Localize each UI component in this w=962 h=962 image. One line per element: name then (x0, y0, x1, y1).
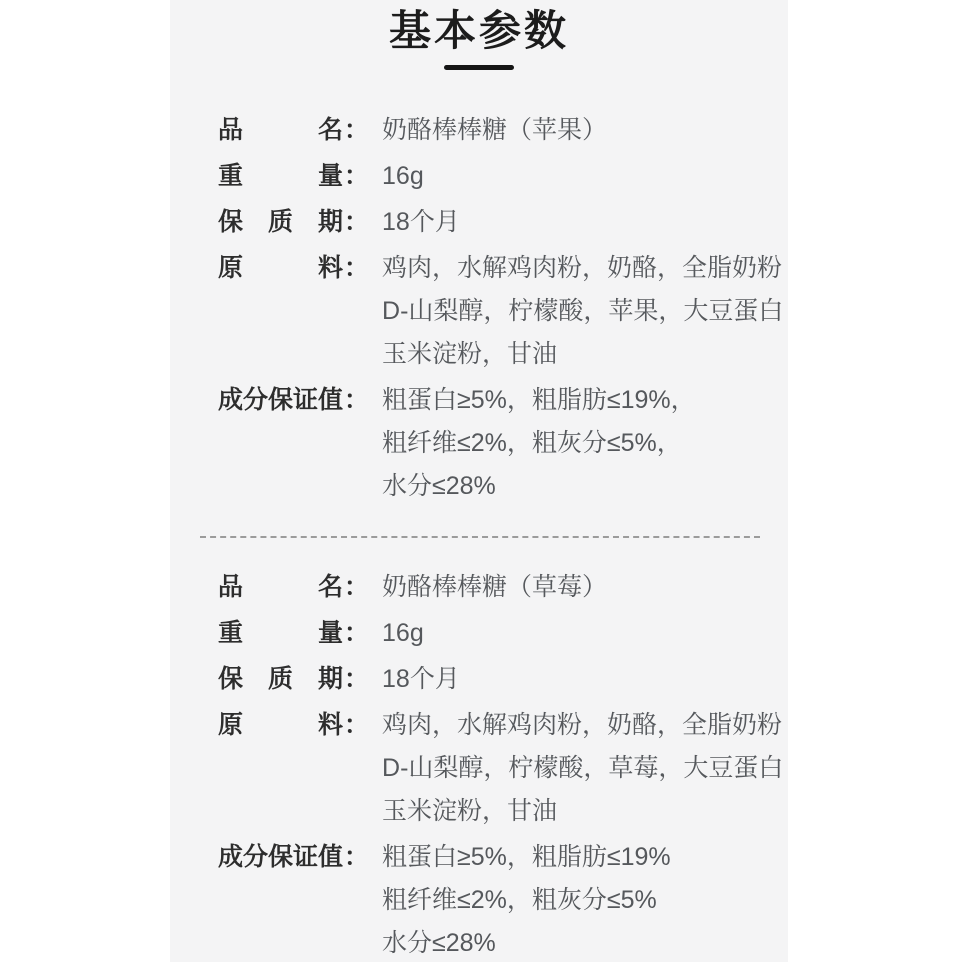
spec-row-weight (218, 155, 770, 198)
spec-row-shelf-life (218, 658, 770, 701)
spec-value-line: 水分≤28% (382, 929, 496, 957)
spec-value-line: 粗蛋白≥5%，粗脂肪≤19% (382, 843, 671, 871)
spec-value (382, 247, 784, 376)
spec-value (382, 155, 770, 198)
spec-value (382, 658, 770, 701)
spec-value (382, 704, 784, 833)
spec-label: 成分保证值 (218, 843, 344, 871)
spec-value-line: 粗蛋白≥5%，粗脂肪≤19%， (382, 386, 696, 414)
spec-row-product-name (218, 109, 770, 152)
spec-colon: ： (344, 116, 370, 144)
spec-value-line: 奶酪棒棒糖（苹果） (382, 116, 608, 144)
spec-label: 原料 (218, 254, 343, 282)
spec-colon: ： (344, 208, 370, 236)
spec-colon: ： (344, 711, 370, 739)
spec-colon: ： (344, 619, 370, 647)
spec-row-shelf-life (218, 201, 770, 244)
spec-colon: ： (344, 665, 370, 693)
spec-label: 成分保证值 (218, 386, 344, 414)
spec-label: 保质期 (218, 665, 343, 693)
title-underline (444, 65, 514, 70)
spec-row-weight (218, 612, 770, 655)
spec-value (382, 836, 770, 962)
spec-label: 保质期 (218, 208, 343, 236)
spec-label: 重量 (218, 162, 343, 190)
spec-panel (170, 0, 788, 962)
spec-row-product-name (218, 566, 770, 609)
spec-value-line: 鸡肉，水解鸡肉粉，奶酪，全脂奶粉 (382, 254, 783, 282)
spec-value-line: D-山梨醇，柠檬酸，苹果，大豆蛋白 (382, 297, 784, 325)
spec-value-line: 粗纤维≤2%，粗灰分≤5% (382, 886, 657, 914)
spec-value-line: D-山梨醇，柠檬酸，草莓，大豆蛋白 (382, 754, 784, 782)
spec-value (382, 201, 770, 244)
spec-section-apple (218, 109, 784, 508)
spec-value-line: 粗纤维≤2%，粗灰分≤5%， (382, 429, 682, 457)
spec-value-line: 玉米淀粉，甘油 (382, 340, 558, 368)
spec-label: 原料 (218, 711, 343, 739)
spec-colon: ： (344, 162, 370, 190)
spec-value-line: 16g (382, 619, 424, 647)
spec-section-strawberry (218, 566, 784, 962)
spec-colon: ： (344, 254, 370, 282)
spec-label: 品名 (218, 573, 343, 601)
spec-value (382, 612, 770, 655)
spec-value-line: 玉米淀粉，甘油 (382, 797, 558, 825)
spec-colon: ： (344, 843, 370, 871)
spec-value-line: 鸡肉，水解鸡肉粉，奶酪，全脂奶粉 (382, 711, 783, 739)
spec-value-line: 奶酪棒棒糖（草莓） (382, 573, 608, 601)
spec-value (382, 566, 770, 609)
page-title: 基本参数 (388, 7, 569, 54)
spec-value-line: 16g (382, 162, 424, 190)
section-divider (200, 536, 760, 538)
spec-row-ingredients (218, 704, 784, 833)
spec-colon: ： (344, 386, 370, 414)
spec-row-guaranteed-analysis (218, 379, 770, 508)
spec-value-line: 18个月 (382, 665, 460, 693)
spec-label: 重量 (218, 619, 343, 647)
spec-colon: ： (344, 573, 370, 601)
spec-row-guaranteed-analysis (218, 836, 770, 962)
spec-value (382, 379, 770, 508)
spec-value-line: 水分≤28% (382, 472, 496, 500)
spec-value (382, 109, 770, 152)
spec-value-line: 18个月 (382, 208, 460, 236)
spec-label: 品名 (218, 116, 343, 144)
spec-row-ingredients (218, 247, 784, 376)
